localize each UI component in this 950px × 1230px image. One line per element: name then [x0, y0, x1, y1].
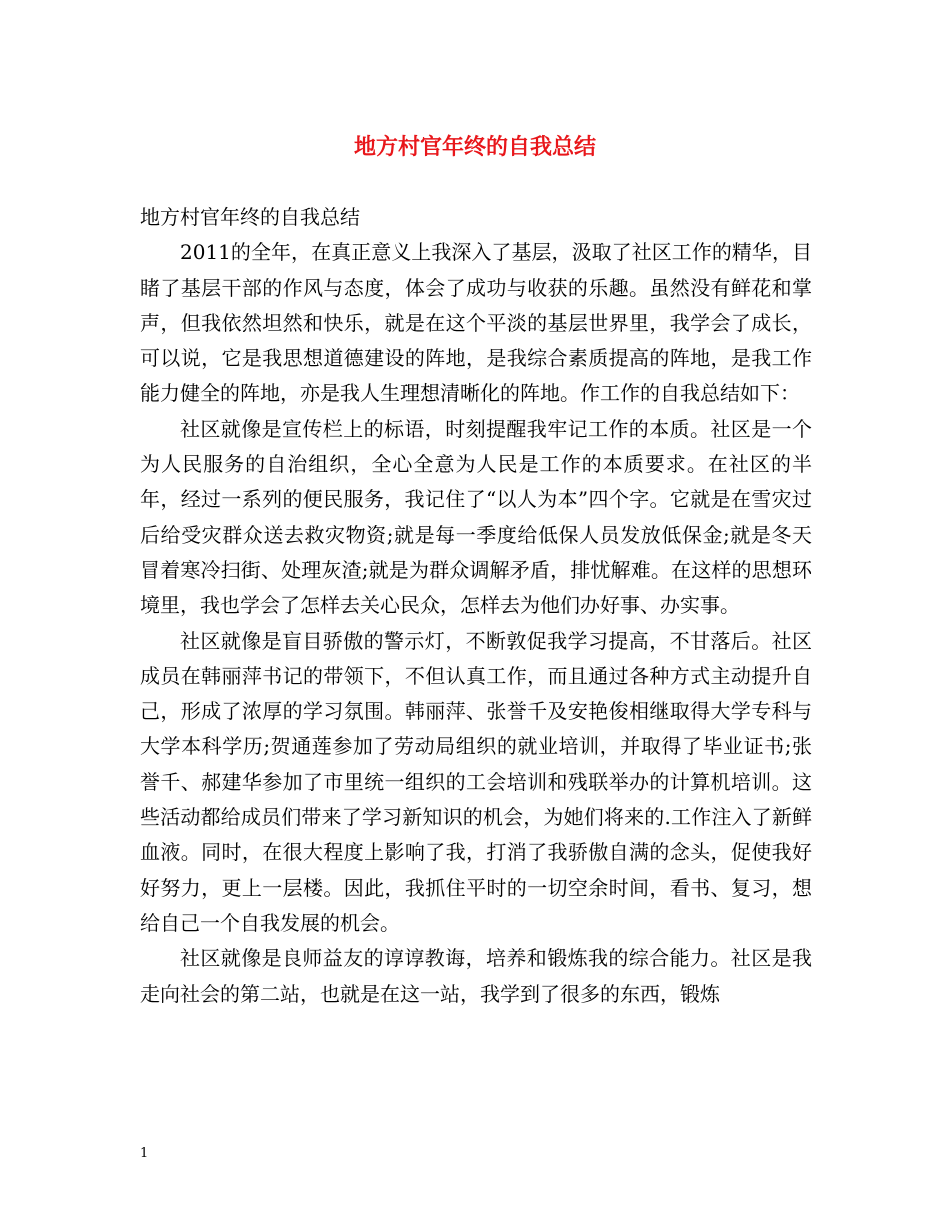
paragraph-4: 社区就像是良师益友的谆谆教诲，培养和锻炼我的综合能力。社区是我走向社会的第二站，也就是在这一站，我学到了很多的东西，锻炼 [140, 946, 812, 1006]
document-title: 地方村官年终的自我总结 [353, 134, 596, 160]
paragraph-1: 2011的全年，在真正意义上我深入了基层，汲取了社区工作的精华，目睹了基层干部的作风与态度，体会了成功与收获的乐趣。虽然没有鲜花和掌声，但我依然坦然和快乐，就是在这个平淡的基层世界里，我学会了成长，可以说，它是我思想道德建设的阵地，是我综合素质提高的阵地，是我工作能力健全的阵地，亦是我人生理想清晰化的阵地。作工作的自我总结如下： [140, 240, 812, 406]
paragraph-2: 社区就像是宣传栏上的标语，时刻提醒我牢记工作的本质。社区是一个为人民服务的自治组织，全心全意为人民是工作的本质要求。在社区的半年，经过一系列的便民服务，我记住了“以人为本”四个字。它就是在雪灾过后给受灾群众送去救灾物资;就是每一季度给低保人员发放低保金;就是冬天冒着寒冷扫街、处理灰渣;就是为群众调解矛盾，排忧解难。在这样的思想环境里，我也学会了怎样去关心民众，怎样去为他们办好事、办实事。 [140, 416, 812, 618]
document-body [140, 200, 812, 1012]
page-number: 1 [140, 1146, 149, 1161]
paragraph-3: 社区就像是盲目骄傲的警示灯，不断敦促我学习提高，不甘落后。社区成员在韩丽萍书记的带领下，不但认真工作，而且通过各种方式主动提升自己，形成了浓厚的学习氛围。韩丽萍、张誉千及安艳俊相继取得大学专科与大学本科学历;贺通莲参加了劳动局组织的就业培训，并取得了毕业证书;张誉千、郝建华参加了市里统一组织的工会培训和残联举办的计算机培训。这些活动都给成员们带来了学习新知识的机会，为她们将来的.工作注入了新鲜血液。同时，在很大程度上影响了我，打消了我骄傲自满的念头，促使我好好努力，更上一层楼。因此，我抓住平时的一切空余时间，看书、复习，想给自己一个自我发展的机会。 [140, 628, 812, 935]
document-subtitle: 地方村官年终的自我总结 [140, 205, 360, 229]
